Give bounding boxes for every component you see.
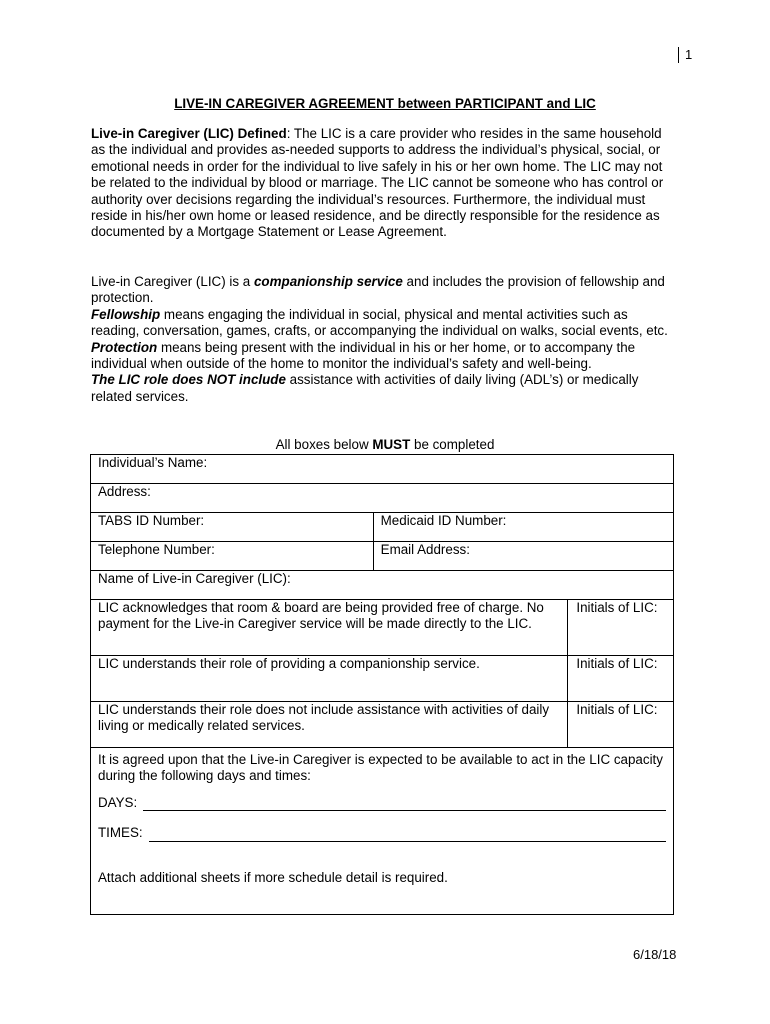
address-field[interactable]: Address: xyxy=(91,484,674,513)
ack-no-adl: LIC understands their role does not include assistance with activities of daily living or medically related services. xyxy=(91,702,568,748)
days-label: DAYS: xyxy=(98,794,138,810)
days-input-line[interactable] xyxy=(143,796,666,811)
agreement-form-table xyxy=(90,454,674,915)
completion-notice: All boxes below MUST be completed xyxy=(275,437,495,452)
initials-room-board[interactable]: Initials of LIC: xyxy=(568,600,674,656)
lic-definition-paragraph xyxy=(91,126,671,241)
lic-name-field[interactable]: Name of Live-in Caregiver (LIC): xyxy=(91,571,674,600)
page-number: 1 xyxy=(678,47,692,63)
schedule-text: It is agreed upon that the Live-in Caregiver is expected to be available to act in the LIC capacity during the following days and times: xyxy=(98,752,663,784)
companionship-term: companionship service xyxy=(253,274,403,289)
times-label: TIMES: xyxy=(98,825,143,841)
initials-companionship[interactable]: Initials of LIC: xyxy=(568,656,674,702)
exclusion-statement: The LIC role does NOT include assistance with activities of daily living (ADL’s) or medically related services. xyxy=(91,372,639,404)
definition-term: Live-in Caregiver (LIC) Defined xyxy=(91,126,287,141)
must-emphasis: MUST xyxy=(372,437,411,452)
exclusion-term: The LIC role does NOT include xyxy=(91,372,286,388)
definition-text: : The LIC is a care provider who resides in the same household as the individual and provides as-needed supports to address the individual’s physical, social, or emotional needs in order for the individual to live safely in his or her own home. The LIC may not be related to the individual by blood or marriage. The LIC cannot be someone who has control or authority over decisions regarding the individual’s resources. Furthermore, the individual must reside in his/her own home or leased residence, and be directly responsible for the residence as documented by a Mortgage Statement or Lease Agreement. xyxy=(91,126,664,240)
attach-note: Attach additional sheets if more schedule detail is required. xyxy=(98,869,448,885)
medicaid-id-field[interactable]: Medicaid ID Number: xyxy=(373,513,673,542)
times-input-line[interactable] xyxy=(149,827,666,842)
ack-room-board: LIC acknowledges that room & board are being provided free of charge. No payment for the Live-in Caregiver service will be made directly to the LIC. xyxy=(91,600,568,656)
protection-term: Protection xyxy=(91,339,158,355)
service-description xyxy=(91,274,671,405)
email-field[interactable]: Email Address: xyxy=(373,542,673,571)
initials-no-adl[interactable]: Initials of LIC: xyxy=(568,702,674,748)
fellowship-definition: Fellowship means engaging the individual in social, physical and mental activities such as reading, conversation, games, crafts, or accompanying the individual on walks, social events, etc. xyxy=(91,306,668,339)
telephone-field[interactable]: Telephone Number: xyxy=(91,542,374,571)
service-intro: Live-in Caregiver (LIC) is a companionship service and includes the provision of fellowship and protection. xyxy=(91,274,665,306)
fellowship-term: Fellowship xyxy=(91,306,161,322)
days-row xyxy=(98,795,666,811)
ack-companionship: LIC understands their role of providing a companionship service. xyxy=(91,656,568,702)
individual-name-field[interactable]: Individual’s Name: xyxy=(91,455,674,484)
revision-date: 6/18/18 xyxy=(633,947,677,962)
tabs-id-field[interactable]: TABS ID Number: xyxy=(91,513,374,542)
times-row xyxy=(98,825,666,841)
document-title: LIVE-IN CAREGIVER AGREEMENT between PARTICIPANT and LIC xyxy=(174,96,596,111)
protection-definition: Protection means being present with the individual in his or her home, or to accompany the individual when outside of the home to monitor the individual’s safety and well-being. xyxy=(91,339,636,372)
schedule-section xyxy=(91,748,674,915)
